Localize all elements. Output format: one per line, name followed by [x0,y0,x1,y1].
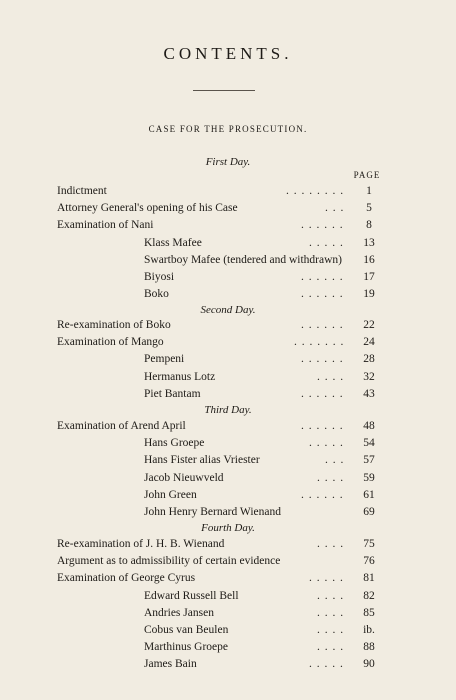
entry-title: Examination of Arend April [57,420,186,432]
contents-entry [0,606,456,621]
leader-dots: . . . . [317,370,345,383]
entry-title: Examination of Nani [57,219,154,232]
leader-dots: . . . [325,202,345,215]
entry-title: Indictment [57,185,107,197]
entry-page-number: 88 [363,641,375,654]
entry-title: Jacob Nieuwveld [144,471,224,484]
contents-entry [0,571,456,586]
contents-entry [0,554,456,569]
entry-page-number: 69 [363,506,375,518]
contents-entry [0,201,456,216]
contents-entry [0,270,456,285]
contents-entry [0,640,456,655]
entry-page-number: 32 [363,370,375,383]
leader-dots: . . . . . [309,437,344,450]
leader-dots: . . . . . . [301,387,344,400]
contents-entry [0,488,456,503]
entry-title: Re-examination of J. H. B. Wienand [57,538,225,550]
contents-entry [0,471,456,486]
entry-title: Marthinus Groepe [144,641,228,654]
entry-title: Attorney General's opening of his Case [57,202,238,215]
leader-dots: . . . . . . . . [286,185,345,197]
contents-entry [0,318,456,333]
leader-dots: . . . . . [309,236,344,249]
leader-dots: . . . . . . [301,319,344,331]
leader-dots: . . . . [317,606,345,619]
entry-page-number: 5 [366,202,372,215]
contents-entry [0,453,456,468]
entry-page-number: 1 [366,185,372,197]
entry-page-number: 48 [363,420,375,432]
contents-entry [0,589,456,604]
contents-entry [0,657,456,672]
day-heading: Third Day. [204,404,252,416]
entry-title: John Henry Bernard Wienand [144,506,281,518]
entry-title: Edward Russell Bell [144,589,239,602]
leader-dots: . . . . [317,624,345,636]
section-heading: CASE FOR THE PROSECUTION. [148,124,308,134]
leader-dots: . . . . [317,471,345,484]
entry-page-number: 17 [363,271,375,283]
entry-title: James Bain [144,658,197,671]
entry-page-number: ib. [363,624,375,636]
contents-entry [0,387,456,402]
page-title: CONTENTS. [163,44,293,63]
entry-title: Swartboy Mafee (tendered and withdrawn) [144,253,342,266]
contents-entry [0,623,456,638]
contents-entry [0,537,456,552]
entry-title: Examination of George Cyrus [57,572,196,585]
entry-page-number: 28 [363,353,375,366]
entry-page-number: 19 [363,288,375,301]
entry-page-number: 8 [366,219,372,232]
entry-page-number: 43 [363,387,375,400]
entry-title: Biyosi [144,271,175,283]
entry-title: Argument as to admissibility of certain evidence [57,555,281,568]
contents-entry [0,335,456,350]
entry-page-number: 82 [363,589,375,602]
contents-entry [0,352,456,367]
leader-dots: . . . . . [309,572,344,585]
entry-page-number: 22 [363,319,375,331]
contents-entry [0,184,456,199]
leader-dots: . . . . [317,589,345,602]
leader-dots: . . . [325,454,345,467]
entry-page-number: 61 [363,488,375,501]
entry-page-number: 90 [363,658,375,671]
entry-page-number: 24 [363,336,375,349]
leader-dots: . . . . . . [301,219,344,232]
page-column-heading: PAGE [353,170,381,180]
leader-dots: . . . . . . . [294,336,345,349]
entry-page-number: 75 [363,538,375,550]
contents-entry [0,218,456,233]
entry-title: John Green [144,488,197,501]
entry-page-number: 54 [363,437,375,450]
leader-dots: . . . . . [309,658,344,671]
leader-dots: . . . . . . [301,353,344,366]
entry-page-number: 13 [363,236,375,249]
contents-entry [0,419,456,434]
leader-dots: . . . . [317,641,345,654]
day-heading: Second Day. [200,304,256,316]
day-heading: Fourth Day. [201,522,255,534]
entry-title: Boko [144,288,169,301]
entry-title: Pempeni [144,353,185,366]
entry-title: Klass Mafee [144,236,202,249]
leader-dots: . . . . [317,538,345,550]
contents-entry [0,436,456,451]
entry-title: Re-examination of Boko [57,319,171,331]
contents-entry [0,370,456,385]
entry-page-number: 59 [363,471,375,484]
contents-entry [0,236,456,251]
entry-title: Hermanus Lotz [144,370,216,383]
entry-title: Examination of Mango [57,336,164,349]
leader-dots: . . . . . . [301,288,344,301]
entry-page-number: 76 [363,555,375,568]
entry-page-number: 16 [363,253,375,266]
entry-title: Piet Bantam [144,387,201,400]
entry-page-number: 81 [363,572,375,585]
day-heading: First Day. [205,156,251,168]
entry-page-number: 57 [363,454,375,467]
leader-dots: . . . . . . [301,488,344,501]
contents-entry [0,253,456,268]
entry-title: Andries Jansen [144,606,214,619]
entry-page-number: 85 [363,606,375,619]
leader-dots: . . . . . . [301,271,344,283]
contents-entry [0,287,456,302]
entry-title: Hans Fister alias Vriester [144,454,260,467]
leader-dots: . . . . . . [301,420,344,432]
contents-entry [0,505,456,520]
entry-title: Hans Groepe [144,437,205,450]
entry-title: Cobus van Beulen [144,624,229,636]
title-rule [193,90,255,91]
